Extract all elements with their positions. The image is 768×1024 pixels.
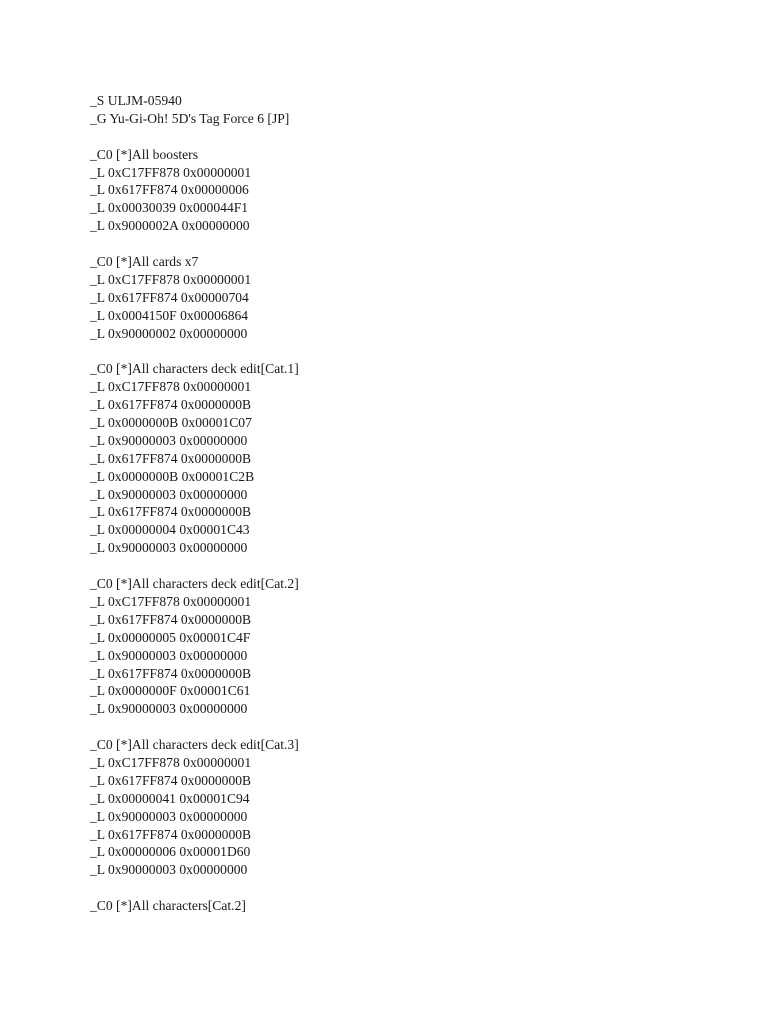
cheat-block: [90, 575, 730, 718]
code-line: _L 0x00000041 0x00001C94: [90, 790, 250, 806]
code-line: _L 0xC17FF878 0x00000001: [90, 379, 252, 395]
cheat-block: [90, 897, 730, 915]
header-block: [90, 92, 730, 128]
cheat-title: _C0 [*]All characters deck edit[Cat.2]: [90, 576, 299, 592]
code-line: _L 0x90000003 0x00000000: [90, 701, 248, 717]
code-line: _L 0x90000003 0x00000000: [90, 540, 248, 556]
code-line: _L 0xC17FF878 0x00000001: [90, 593, 252, 609]
game-title-line: _G Yu-Gi-Oh! 5D's Tag Force 6 [JP]: [90, 110, 290, 126]
code-line: _L 0x617FF874 0x0000000B: [90, 450, 252, 466]
code-line: _L 0x90000003 0x00000000: [90, 647, 248, 663]
code-line: _L 0x90000003 0x00000000: [90, 808, 248, 824]
cheat-title: _C0 [*]All characters deck edit[Cat.3]: [90, 737, 299, 753]
code-line: _L 0x0000000B 0x00001C07: [90, 415, 252, 431]
code-line: _L 0x617FF874 0x0000000B: [90, 397, 252, 413]
code-line: _L 0x617FF874 0x0000000B: [90, 611, 252, 627]
code-line: _L 0x617FF874 0x0000000B: [90, 665, 252, 681]
code-line: _L 0x617FF874 0x00000704: [90, 289, 249, 305]
cheat-block: [90, 146, 730, 235]
code-line: _L 0x90000002 0x00000000: [90, 325, 248, 341]
cheat-title: _C0 [*]All boosters: [90, 146, 198, 162]
code-line: _L 0xC17FF878 0x00000001: [90, 271, 252, 287]
cheat-block: [90, 253, 730, 342]
code-line: _L 0x617FF874 0x0000000B: [90, 826, 252, 842]
code-line: _L 0xC17FF878 0x00000001: [90, 164, 252, 180]
code-line: _L 0x0000000F 0x00001C61: [90, 683, 251, 699]
code-line: _L 0x90000003 0x00000000: [90, 862, 248, 878]
cheat-block: [90, 736, 730, 879]
cheat-title: _C0 [*]All cards x7: [90, 254, 199, 270]
cheat-block: [90, 360, 730, 557]
serial-line: _S ULJM-05940: [90, 93, 182, 108]
code-line: _L 0x00000004 0x00001C43: [90, 522, 250, 538]
document-page: [90, 92, 730, 915]
code-line: _L 0x617FF874 0x0000000B: [90, 504, 252, 520]
cheat-code-list: [90, 146, 730, 915]
code-line: _L 0x90000003 0x00000000: [90, 432, 248, 448]
cheat-title: _C0 [*]All characters deck edit[Cat.1]: [90, 361, 299, 377]
code-line: _L 0x00000005 0x00001C4F: [90, 629, 251, 645]
code-line: _L 0x00030039 0x000044F1: [90, 200, 249, 216]
code-line: _L 0x0004150F 0x00006864: [90, 307, 249, 323]
code-line: _L 0x90000003 0x00000000: [90, 486, 248, 502]
cheat-title: _C0 [*]All characters[Cat.2]: [90, 898, 246, 914]
code-line: _L 0x617FF874 0x0000000B: [90, 772, 252, 788]
code-line: _L 0x9000002A 0x00000000: [90, 218, 250, 234]
code-line: _L 0x00000006 0x00001D60: [90, 844, 251, 860]
code-line: _L 0xC17FF878 0x00000001: [90, 754, 252, 770]
code-line: _L 0x617FF874 0x00000006: [90, 182, 249, 198]
code-line: _L 0x0000000B 0x00001C2B: [90, 468, 255, 484]
